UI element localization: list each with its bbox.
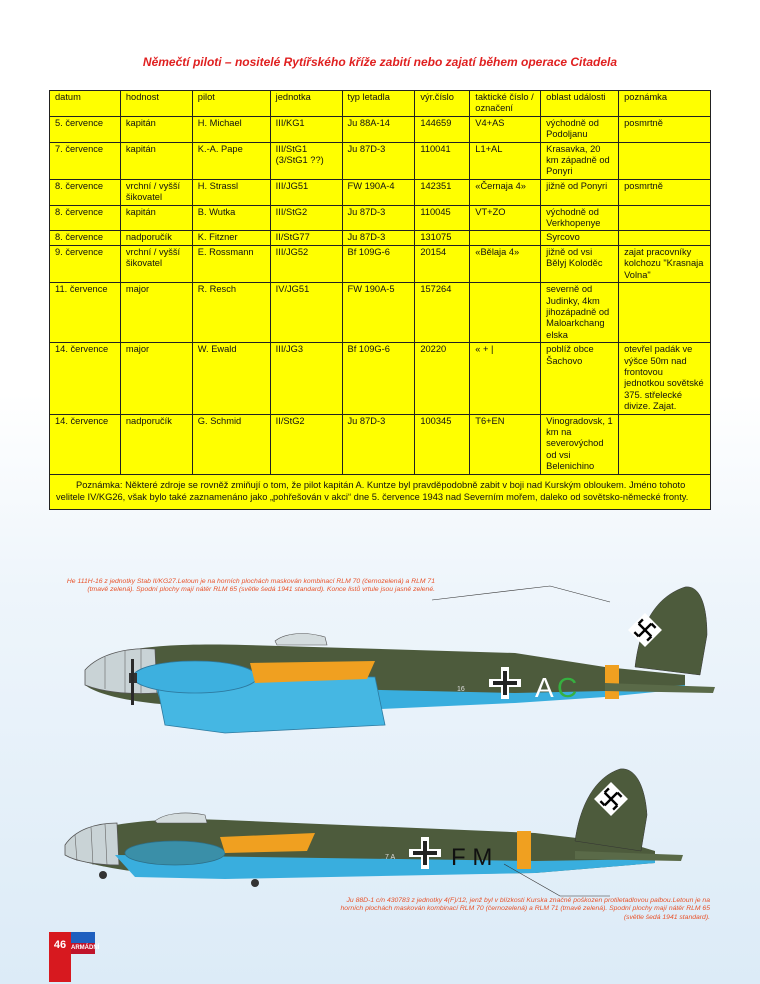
table-cell: kapitán [120, 142, 192, 179]
table-cell: jižně od vsi Bělyj Koloděc [541, 245, 619, 282]
table-cell: Bf 109G-6 [342, 245, 415, 282]
table-cell: posmrtně [619, 116, 711, 142]
ju88-small-code: 7 A [385, 854, 396, 861]
table-header-cell: typ letadla [342, 91, 415, 117]
table-cell: II/StG77 [270, 231, 342, 245]
table-cell: 8. července [50, 179, 121, 205]
table-cell: nadporučík [120, 414, 192, 474]
table-cell: R. Resch [192, 283, 270, 343]
table-cell: « + | [470, 343, 541, 414]
table-cell: W. Ewald [192, 343, 270, 414]
pilots-table [49, 90, 711, 510]
table-cell: zajat pracovníky kolchozu "Krasnaja Volna" [619, 245, 711, 282]
table-cell: kapitán [120, 205, 192, 231]
table-cell: III/JG52 [270, 245, 342, 282]
table-row [50, 116, 711, 142]
table-cell: 14. července [50, 414, 121, 474]
table-cell: 110041 [415, 142, 470, 179]
table-cell: «Bělaja 4» [470, 245, 541, 282]
table-cell: 9. července [50, 245, 121, 282]
table-header-cell: poznámka [619, 91, 711, 117]
table-cell: vrchní / vyšší šikovatel [120, 179, 192, 205]
table-note: Poznámka: Některé zdroje se rovněž zmiňují o tom, že pilot kapitán A. Kuntze byl pravděpodobně zabit v boji nad Kurským obloukem. Jméno tohoto velitele IV/KG26, však bylo také zaznamenáno jako „pohřešován v akci“ dne 5. července 1943 nad Severním mořem, daleko od sovětsko-německé fronty. [50, 474, 711, 509]
table-cell: III/KG1 [270, 116, 342, 142]
table-row [50, 231, 711, 245]
page-number: 46 [49, 932, 71, 982]
table-cell: východně od Podoljanu [541, 116, 619, 142]
table-cell: III/StG2 [270, 205, 342, 231]
table-cell: «Černaja 4» [470, 179, 541, 205]
table-cell: nadporučík [120, 231, 192, 245]
table-header-cell: hodnost [120, 91, 192, 117]
table-cell: Ju 87D-3 [342, 414, 415, 474]
table-header-cell: taktické číslo / označení [470, 91, 541, 117]
table-cell: H. Michael [192, 116, 270, 142]
table-cell: 110045 [415, 205, 470, 231]
table-cell [470, 283, 541, 343]
table-header-cell: datum [50, 91, 121, 117]
table-cell: 20154 [415, 245, 470, 282]
table-cell: Ju 87D-3 [342, 205, 415, 231]
table-cell: VT+ZO [470, 205, 541, 231]
table-row [50, 245, 711, 282]
table-cell: E. Rossmann [192, 245, 270, 282]
table-cell: jižně od Ponyri [541, 179, 619, 205]
table-cell [470, 231, 541, 245]
table-cell: K. Fitzner [192, 231, 270, 245]
table-cell: III/StG1 (3/StG1 ??) [270, 142, 342, 179]
table-cell: 131075 [415, 231, 470, 245]
table-cell: Ju 88A-14 [342, 116, 415, 142]
table-cell: 157264 [415, 283, 470, 343]
table-cell: 144659 [415, 116, 470, 142]
table-cell: Krasavka, 20 km západně od Ponyri [541, 142, 619, 179]
table-cell: Ju 87D-3 [342, 142, 415, 179]
table-cell: 20220 [415, 343, 470, 414]
he111-illustration [45, 575, 715, 760]
table-cell: T6+EN [470, 414, 541, 474]
table-cell [619, 142, 711, 179]
table-cell: 8. července [50, 231, 121, 245]
table-cell: V4+AS [470, 116, 541, 142]
table-cell: major [120, 283, 192, 343]
table-cell: G. Schmid [192, 414, 270, 474]
page-title: Němečtí piloti – nositelé Rytířského kříže zabití nebo zajatí během operace Citadela [142, 55, 618, 69]
table-cell: 11. července [50, 283, 121, 343]
table-cell: kapitán [120, 116, 192, 142]
table-cell: III/JG3 [270, 343, 342, 414]
table-cell: 7. července [50, 142, 121, 179]
table-cell: B. Wutka [192, 205, 270, 231]
ju88-code-letters: F M [451, 844, 493, 871]
magazine-logo: ARMÁDNÍ [71, 932, 95, 954]
table-cell [619, 231, 711, 245]
table-cell: L1+AL [470, 142, 541, 179]
table-row [50, 179, 711, 205]
he111-small-number: 16 [457, 686, 465, 693]
table-cell [619, 205, 711, 231]
table-cell [619, 283, 711, 343]
table-header-row [50, 91, 711, 117]
table-cell: H. Strassl [192, 179, 270, 205]
he111-code-letter2: C [557, 672, 578, 703]
table-cell [619, 414, 711, 474]
table-row [50, 142, 711, 179]
table-cell: IV/JG51 [270, 283, 342, 343]
table-cell: 5. července [50, 116, 121, 142]
table-header-cell: oblast události [541, 91, 619, 117]
table-header-cell: pilot [192, 91, 270, 117]
table-cell: FW 190A-5 [342, 283, 415, 343]
table-cell: III/JG51 [270, 179, 342, 205]
table-cell: K.-A. Pape [192, 142, 270, 179]
table-cell: Vinogradovsk, 1 km na severovýchod od vsi Belenichino [541, 414, 619, 474]
table-row [50, 414, 711, 474]
table-cell: II/StG2 [270, 414, 342, 474]
table-header-cell: jednotka [270, 91, 342, 117]
table-cell: 142351 [415, 179, 470, 205]
he111-code-letter: A [535, 672, 554, 703]
table-header-cell: výr.číslo [415, 91, 470, 117]
table-row [50, 205, 711, 231]
table-cell: otevřel padák ve výšce 50m nad frontovou jednotkou sovětské 375. střelecké divize. Zajat. [619, 343, 711, 414]
table-cell: major [120, 343, 192, 414]
table-cell: východně od Verkhopenye [541, 205, 619, 231]
table-cell: 8. července [50, 205, 121, 231]
table-cell: FW 190A-4 [342, 179, 415, 205]
ju88-leader-line [500, 860, 620, 900]
table-row [50, 343, 711, 414]
table-cell: 14. července [50, 343, 121, 414]
table-cell: posmrtně [619, 179, 711, 205]
table-row [50, 283, 711, 343]
table-cell: severně od Judinky, 4km jihozápadně od Maloarkchang elska [541, 283, 619, 343]
table-cell: Ju 87D-3 [342, 231, 415, 245]
he111-caption: He 111H-16 z jednotky Stab II/KG27.Letoun je na horních plochách maskován kombinací RLM 70 (černozelená) a RLM 71 (tmavě zelená). Spodní plochy mají nátěr RLM 65 (světle šedá 1941 standard). Konce listů vrtule jsou jasně zelené. [66, 578, 435, 594]
table-note-row [50, 474, 711, 509]
table-cell: Bf 109G-6 [342, 343, 415, 414]
ju88-caption: Ju 88D-1 c/n 430783 z jednotky 4(F)/12, jenž byl v blízkosti Kurska značně poškozen protiletadlovou palbou.Letoun je na horních plochách maskován kombinací RLM 70 (černozelená) a RLM 71 (tmavě zelená). Spodní plochy mají nátěr RLM 65 (světle šedá 1941 standard). [340, 897, 710, 921]
table-cell: Syrcovo [541, 231, 619, 245]
table-cell: vrchní / vyšší šikovatel [120, 245, 192, 282]
table-cell: 100345 [415, 414, 470, 474]
table-cell: poblíž obce Šachovo [541, 343, 619, 414]
